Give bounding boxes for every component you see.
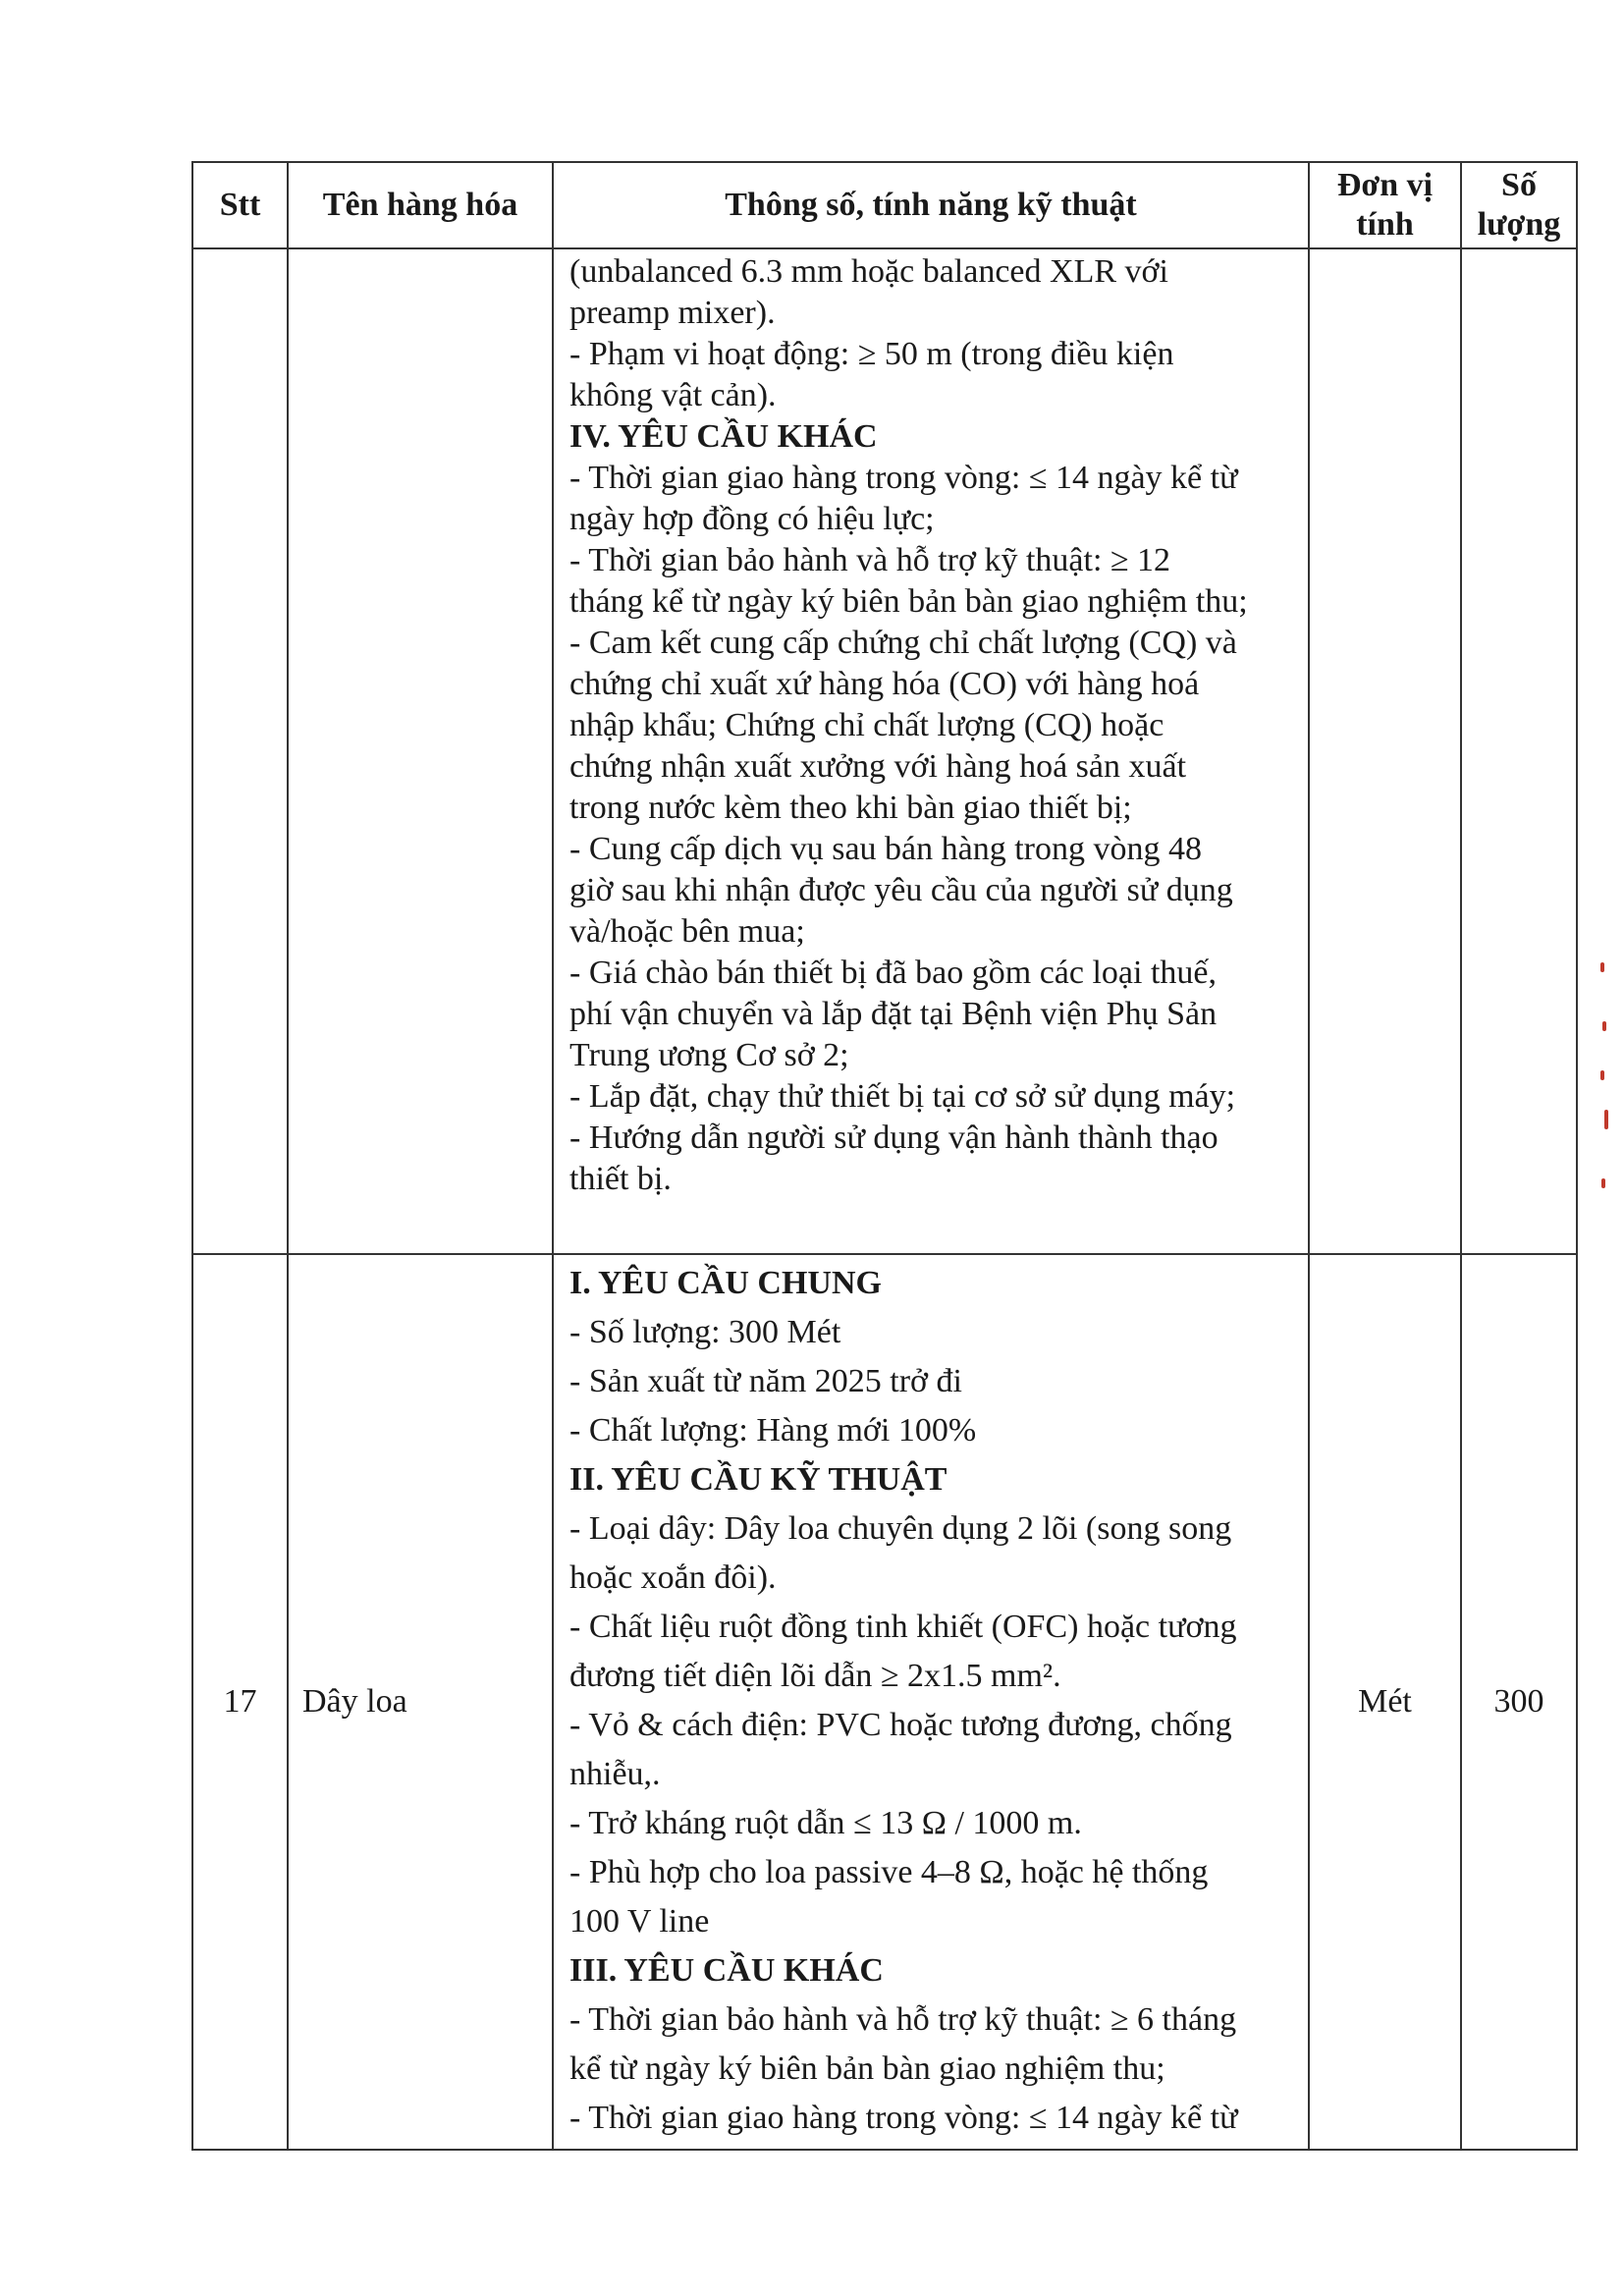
spec-line: thiết bị.: [569, 1161, 672, 1197]
spec-line: kể từ ngày ký biên bản bàn giao nghiệm thu;: [569, 2050, 1165, 2087]
spec-line: - Chất liệu ruột đồng tinh khiết (OFC) hoặc tương: [569, 1609, 1237, 1645]
header-stt: Stt: [192, 162, 288, 248]
spec-line: - Hướng dẫn người sử dụng vận hành thành thạo: [569, 1120, 1218, 1156]
spec-line: - Thời gian giao hàng trong vòng: ≤ 14 ngày kể từ: [569, 460, 1238, 496]
spec-line: - Loại dây: Dây loa chuyên dụng 2 lõi (song song: [569, 1510, 1232, 1547]
table-row-17: [192, 1254, 1577, 2150]
stamp-speck: [1600, 962, 1604, 972]
header-unit-line2: tính: [1356, 206, 1414, 243]
cell-stt-17: 17: [192, 1254, 288, 2150]
cell-spec-continued: [553, 248, 1309, 1254]
cell-qty-empty: [1461, 248, 1577, 1254]
header-unit-line1: Đơn vị: [1336, 167, 1434, 203]
spec-line: - Chất lượng: Hàng mới 100%: [569, 1412, 977, 1449]
spec-line: - Số lượng: 300 Mét: [569, 1314, 841, 1350]
stamp-speck: [1600, 1070, 1604, 1080]
table-header-row: [192, 162, 1577, 248]
spec-line: - Trở kháng ruột dẫn ≤ 13 Ω / 1000 m.: [569, 1805, 1082, 1841]
section-heading-general: I. YÊU CẦU CHUNG: [569, 1265, 882, 1301]
spec-line: preamp mixer).: [569, 295, 776, 331]
spec-line: - Lắp đặt, chạy thử thiết bị tại cơ sở sử dụng máy;: [569, 1078, 1236, 1115]
spec-line: và/hoặc bên mua;: [569, 913, 805, 950]
spec-line: - Cung cấp dịch vụ sau bán hàng trong vòng 48: [569, 831, 1202, 867]
margin-stamp-marks: [1598, 943, 1612, 1237]
section-heading-other: IV. YÊU CẦU KHÁC: [569, 418, 878, 455]
section-heading-other: III. YÊU CẦU KHÁC: [569, 1952, 884, 1989]
spec-line: - Vỏ & cách điện: PVC hoặc tương đương, chống: [569, 1707, 1232, 1743]
header-qty-line1: Số: [1501, 167, 1537, 203]
spec-line: - Phạm vi hoạt động: ≥ 50 m (trong điều kiện: [569, 336, 1174, 372]
cell-name-17: Dây loa: [288, 1254, 553, 2150]
stamp-speck: [1604, 1110, 1608, 1129]
spec-line: - Thời gian giao hàng trong vòng: ≤ 14 ngày kể từ: [569, 2100, 1238, 2136]
spec-line: 100 V line: [569, 1903, 710, 1940]
cell-spec-17: [553, 1254, 1309, 2150]
cell-qty-17: 300: [1461, 1254, 1577, 2150]
table-row-continued: [192, 248, 1577, 1254]
spec-line: ngày hợp đồng có hiệu lực;: [569, 501, 935, 537]
cell-unit-empty: [1309, 248, 1461, 1254]
spec-line: nhiễu,.: [569, 1756, 661, 1792]
spec-line: nhập khẩu; Chứng chỉ chất lượng (CQ) hoặc: [569, 707, 1164, 743]
spec-line: - Sản xuất từ năm 2025 trở đi: [569, 1363, 962, 1399]
specification-table: [191, 161, 1578, 2151]
cell-unit-17: Mét: [1309, 1254, 1461, 2150]
spec-line: - Giá chào bán thiết bị đã bao gồm các loại thuế,: [569, 955, 1217, 991]
spec-line: - Phù hợp cho loa passive 4–8 Ω, hoặc hệ thống: [569, 1854, 1209, 1890]
spec-line: (unbalanced 6.3 mm hoặc balanced XLR với: [569, 253, 1168, 290]
cell-name-empty: [288, 248, 553, 1254]
header-quantity: [1461, 162, 1577, 248]
spec-line: Trung ương Cơ sở 2;: [569, 1037, 849, 1073]
spec-line: - Thời gian bảo hành và hỗ trợ kỹ thuật: ≥ 6 tháng: [569, 2001, 1237, 2038]
section-heading-tech: II. YÊU CẦU KỸ THUẬT: [569, 1461, 947, 1498]
spec-line: chứng chỉ xuất xứ hàng hóa (CO) với hàng hoá: [569, 666, 1200, 702]
spec-line: - Thời gian bảo hành và hỗ trợ kỹ thuật: ≥ 12: [569, 542, 1171, 578]
stamp-speck: [1602, 1021, 1606, 1031]
stamp-speck: [1601, 1178, 1605, 1188]
spec-line: đương tiết diện lõi dẫn ≥ 2x1.5 mm².: [569, 1658, 1061, 1694]
cell-stt-empty: [192, 248, 288, 1254]
spec-line: chứng nhận xuất xưởng với hàng hoá sản xuất: [569, 748, 1187, 785]
spec-line: giờ sau khi nhận được yêu cầu của người sử dụng: [569, 872, 1233, 908]
spec-line: trong nước kèm theo khi bàn giao thiết bị;: [569, 790, 1132, 826]
spec-line: tháng kể từ ngày ký biên bản bàn giao nghiệm thu;: [569, 583, 1248, 620]
header-product-name: Tên hàng hóa: [288, 162, 553, 248]
spec-line: - Cam kết cung cấp chứng chỉ chất lượng (CQ) và: [569, 625, 1237, 661]
header-qty-line2: lượng: [1477, 206, 1561, 243]
header-specifications: Thông số, tính năng kỹ thuật: [553, 162, 1309, 248]
header-unit: [1309, 162, 1461, 248]
spec-line: không vật cản).: [569, 377, 777, 413]
spec-line: hoặc xoắn đôi).: [569, 1559, 777, 1596]
spec-line: phí vận chuyển và lắp đặt tại Bệnh viện Phụ Sản: [569, 996, 1218, 1032]
